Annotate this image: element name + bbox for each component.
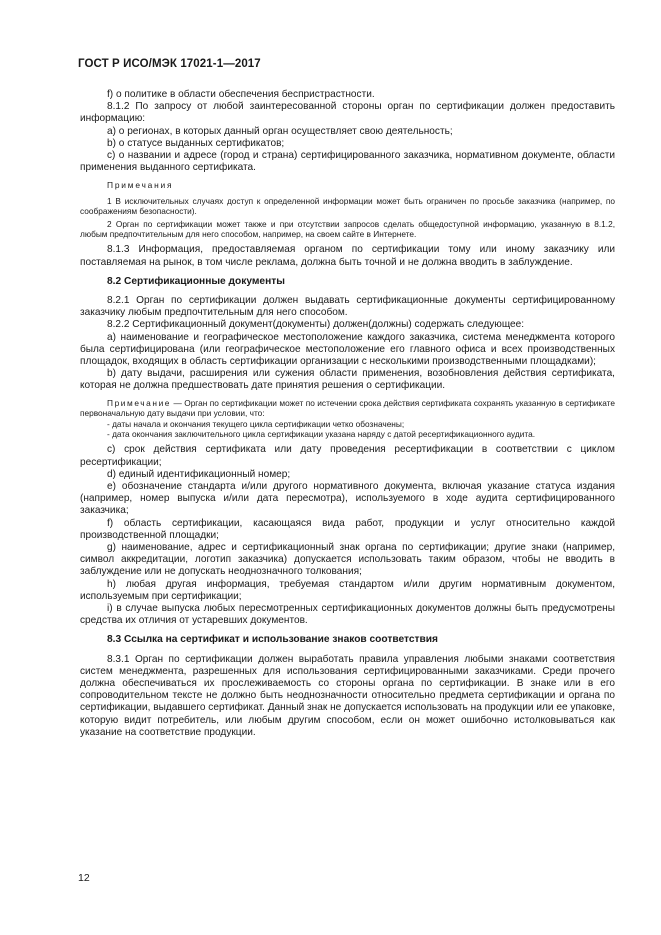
note-item-2: - дата окончания заключительного цикла сертификации указана наряду с датой ресертификационного аудита.	[107, 428, 535, 439]
item-a-regions: а) о регионах, в которых данный орган осуществляет свою деятельность;	[107, 125, 453, 137]
item-d-id-number: d) единый идентификационный номер;	[107, 468, 291, 480]
item-e-standard: е) обозначение стандарта и/или другого нормативного документа, включая указание статуса издания (например, номер выпуска и/или дата пересмотра), используемого в ходе аудита сертифицированного заказчика;	[80, 480, 615, 517]
item-i-revised-docs: i) в случае выпуска любых пересмотренных сертификационных документов должны быть предусмотрены средства их отличия от устаревших документов.	[80, 602, 615, 627]
section-title-8-3: 8.3 Ссылка на сертификат и использование знаков соответствия	[107, 634, 438, 646]
page-number: 12	[78, 872, 90, 884]
note-8-2	[80, 398, 615, 419]
note-label: Примечание	[107, 397, 172, 408]
document-body	[80, 89, 615, 739]
notes-title: Примечания	[107, 180, 174, 191]
clause-8-2-1: 8.2.1 Орган по сертификации должен выдавать сертификационные документы сертифицированному заказчику любым предпочтительным для него способом.	[80, 295, 615, 319]
item-f-impartiality: f) о политике в области обеспечения беспристрастности.	[107, 89, 375, 100]
item-h-other-info: h) любая другая информация, требуемая стандартом и/или другим нормативным документом, используемым при сертификации;	[80, 578, 615, 602]
item-f-scope: f) область сертификации, касающаяся вида работ, продукции и услуг относительно каждой производственной площадки;	[80, 517, 615, 541]
note-1: 1 В исключительных случаях доступ к определенной информации может быть ограничен по просьбе заказчика (например, по соображениям безопасности).	[80, 195, 615, 217]
document-header: ГОСТ Р ИСО/МЭК 17021-1—2017	[78, 58, 261, 70]
clause-8-1-2: 8.1.2 По запросу от любой заинтересованной стороны орган по сертификации должен предоставить информацию:	[80, 101, 615, 125]
item-g-marks: g) наименование, адрес и сертификационный знак органа по сертификации; другие знаки (например, символ аккредитации, логотип заказчика) допускается использовать таким образом, чтобы не вводить в заблуждение или не допускать неоднозначного толкования;	[80, 541, 615, 578]
clause-8-1-3: 8.1.3 Информация, предоставляемая органом по сертификации тому или иному заказчику или поставляемая на рынок, в том числе реклама, должна быть точной и не должна вводить в заблуждение.	[80, 244, 615, 268]
item-c-validity: с) срок действия сертификата или дату проведения ресертификации в соответствии с циклом ресертификации;	[80, 444, 615, 468]
item-a-customer-name: а) наименование и географическое местоположение каждого заказчика, система менеджмента которого была сертифицирована (или географическое местоположение его главного офиса и всех производственных площадок, входящих в область сертификации организации с несколькими производственными площадками);	[80, 331, 615, 368]
note-2: 2 Орган по сертификации может также и при отсутствии запросов сделать общедоступной информацию, указанную в 8.1.2, любым предпочтительным для него способом, например, на своем сайте в Интернете.	[80, 218, 615, 240]
clause-8-2-2: 8.2.2 Сертификационный документ(документы) должен(должны) содержать следующее:	[107, 319, 525, 331]
item-b-status: b) о статусе выданных сертификатов;	[107, 137, 285, 149]
item-b-issue-date: b) дату выдачи, расширения или сужения области применения, возобновления действия сертификата, которая не должна предшествовать дате принятия решения о сертификации.	[80, 368, 615, 392]
note-item-1: - даты начала и окончания текущего цикла сертификации четко обозначены;	[107, 418, 405, 429]
section-title-8-2: 8.2 Сертификационные документы	[107, 275, 285, 287]
clause-8-3-1: 8.3.1 Орган по сертификации должен выработать правила управления любыми знаками соответствия систем менеджмента, разрешенных для использования сертифицированными заказчиками. Среди прочего должна обеспечиваться их прослеживаемость со стороны органа по сертификации. В знаке или в его сопроводительном тексте не должно быть неоднозначности относительно предмета сертификации и органа по сертификации, выдавшего сертификат. Данный знак не допускается использовать на продукции или ее упаковке, которую видит потребитель, или любым другим способом, если он может ошибочно истолковываться как указание на соответствие продукции.	[80, 653, 615, 738]
note-text: — Орган по сертификации может по истечении срока действия сертификата сохранять указанную в сертификате первоначальную дату выдачи при условии, что:	[80, 397, 615, 419]
item-c-name-address: с) о названии и адресе (город и страна) сертифицированного заказчика, нормативном документе, области применения выданного сертификата.	[80, 150, 615, 174]
